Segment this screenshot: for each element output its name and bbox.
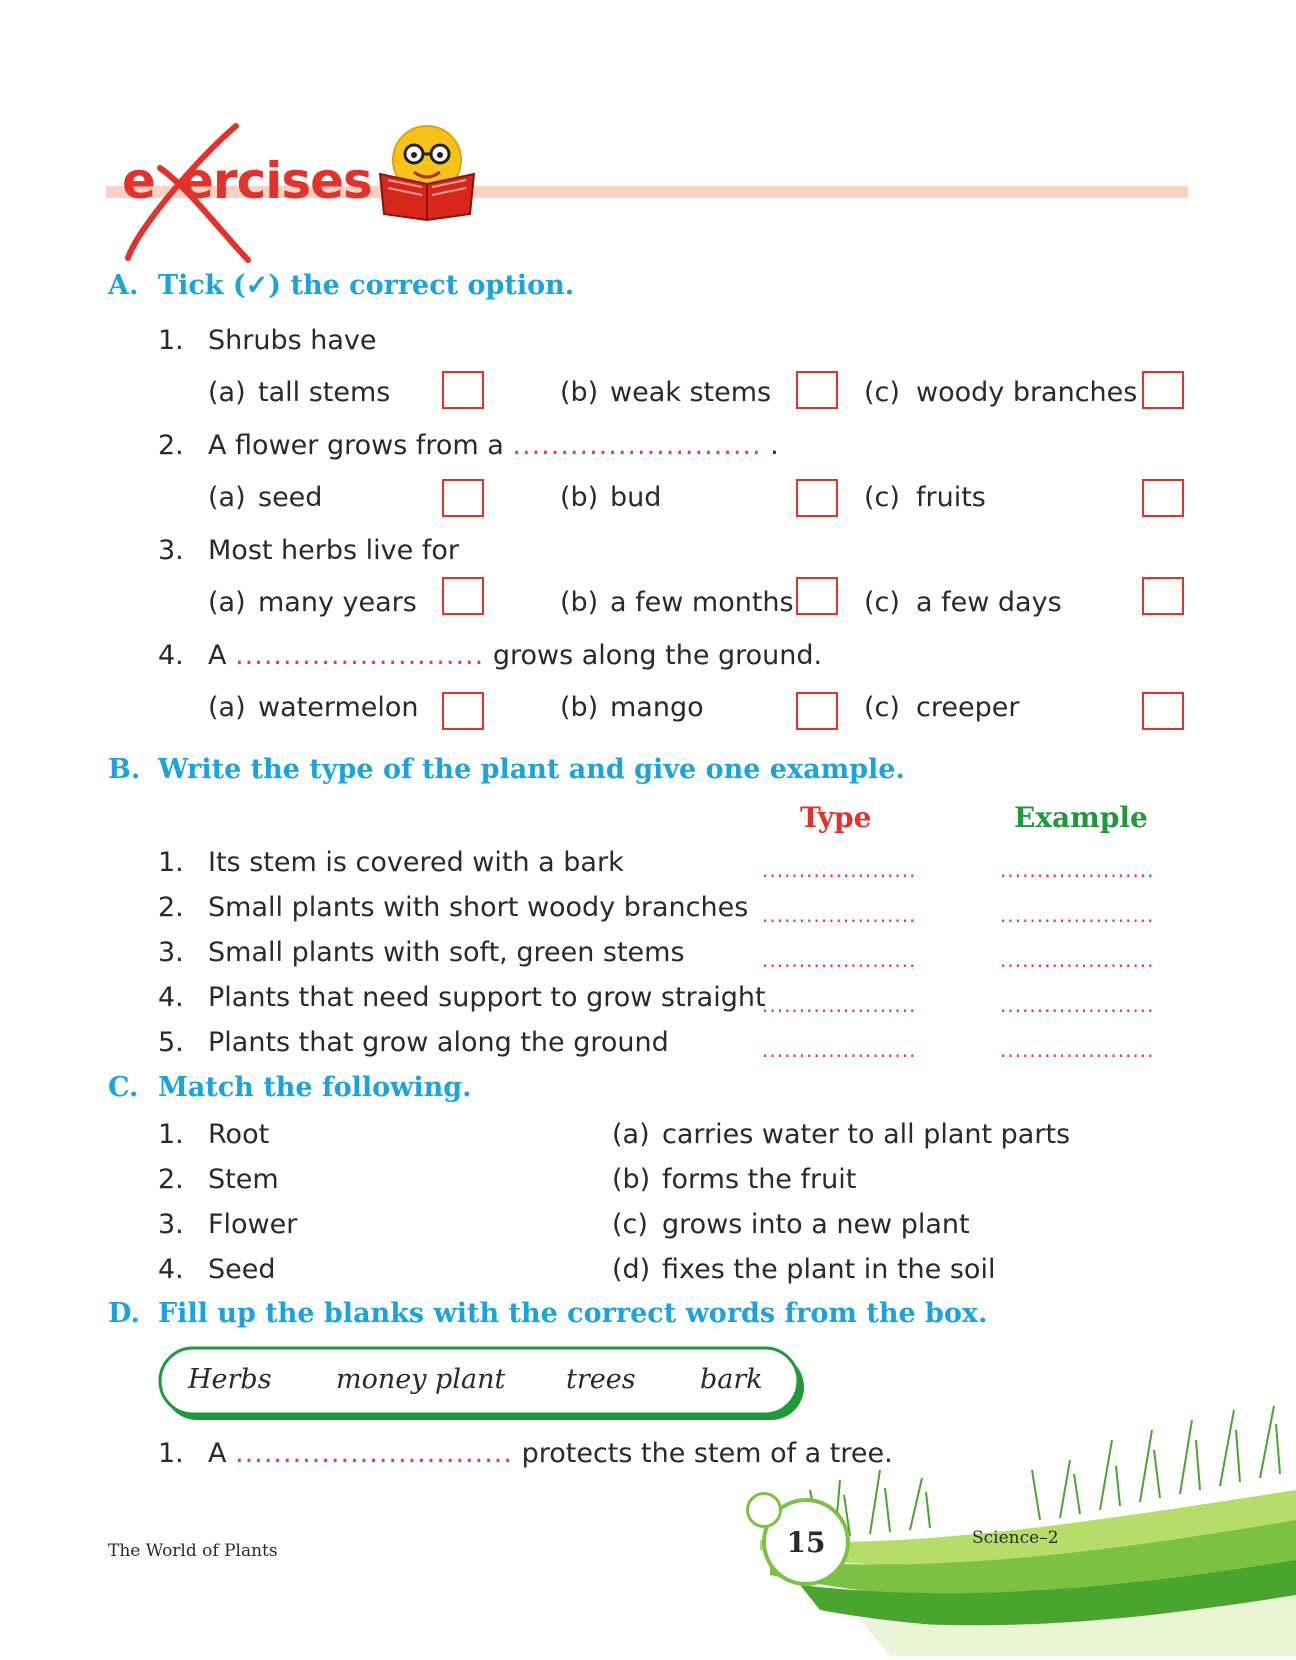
tick-box[interactable] — [442, 479, 484, 517]
row-text: Plants that need support to grow straight — [208, 982, 766, 1013]
row-text: Small plants with short woody branches — [208, 892, 749, 923]
option-label: (c) — [864, 377, 900, 408]
section-d-heading — [108, 1298, 987, 1329]
row-text: Small plants with soft, green stems — [208, 937, 685, 968]
tick-box[interactable] — [442, 692, 484, 730]
row-number: 3. — [158, 937, 184, 968]
question-text-before: A — [208, 1438, 227, 1469]
example-blank[interactable]: ..................... — [1000, 993, 1155, 1017]
question-number: 1. — [158, 325, 184, 356]
section-b-title: Write the type of the plant and give one example. — [158, 754, 905, 785]
box-word: bark — [700, 1364, 763, 1395]
section-a-heading — [108, 270, 574, 301]
option-text: tall stems — [258, 377, 391, 408]
match-right-label: (b) — [612, 1164, 651, 1195]
option-text: bud — [610, 482, 662, 513]
option-text: seed — [258, 482, 323, 513]
option-text: weak stems — [610, 377, 772, 408]
question-text — [208, 430, 779, 461]
match-right-item: fixes the plant in the soil — [662, 1254, 996, 1285]
option-text: fruits — [916, 482, 986, 513]
match-left-item: Root — [208, 1119, 270, 1150]
option-label: (a) — [208, 692, 246, 723]
option-label: (c) — [864, 692, 900, 723]
page-number: 15 — [786, 1526, 826, 1559]
section-a-letter: A. — [108, 270, 139, 301]
question-text-after: grows along the ground. — [492, 640, 823, 671]
option-label: (c) — [864, 587, 900, 618]
option-text: watermelon — [258, 692, 419, 723]
match-left-item: Stem — [208, 1164, 279, 1195]
reading-smiley-icon — [370, 122, 484, 222]
section-a-title: Tick (✓) the correct option. — [158, 270, 575, 301]
section-c-title: Match the following. — [158, 1072, 472, 1103]
type-blank[interactable]: ..................... — [762, 993, 917, 1017]
match-right-label: (a) — [612, 1119, 650, 1150]
match-right-item: carries water to all plant parts — [662, 1119, 1071, 1150]
type-blank[interactable]: ..................... — [762, 948, 917, 972]
option-label: (b) — [560, 482, 599, 513]
section-c-letter: C. — [108, 1072, 139, 1103]
option-text: mango — [610, 692, 704, 723]
type-blank[interactable]: ..................... — [762, 1038, 917, 1062]
type-blank[interactable]: ..................... — [762, 858, 917, 882]
question-text: Most herbs live for — [208, 535, 459, 566]
row-number: 2. — [158, 892, 184, 923]
option-label: (a) — [208, 377, 246, 408]
match-left-number: 2. — [158, 1164, 184, 1195]
tick-box[interactable] — [796, 577, 838, 615]
answer-blank[interactable]: ............................. — [235, 1438, 513, 1469]
row-text: Plants that grow along the ground — [208, 1027, 669, 1058]
tick-box[interactable] — [796, 371, 838, 409]
logo-letter-e: e — [122, 152, 156, 210]
row-text: Its stem is covered with a bark — [208, 847, 624, 878]
tick-box[interactable] — [442, 371, 484, 409]
question-text — [208, 640, 822, 671]
option-label: (b) — [560, 377, 599, 408]
option-label: (b) — [560, 587, 599, 618]
question-number: 1. — [158, 1438, 184, 1469]
example-blank[interactable]: ..................... — [1000, 948, 1155, 972]
match-left-number: 1. — [158, 1119, 184, 1150]
footer-book-title: Science–2 — [972, 1528, 1059, 1548]
box-word: trees — [566, 1364, 636, 1395]
question-text-before: A — [208, 640, 227, 671]
match-left-number: 4. — [158, 1254, 184, 1285]
word-box — [158, 1346, 810, 1426]
row-number: 4. — [158, 982, 184, 1013]
question-text-before: A flower grows from a — [208, 430, 504, 461]
match-left-item: Seed — [208, 1254, 276, 1285]
section-d-letter: D. — [108, 1298, 140, 1329]
example-blank[interactable]: ..................... — [1000, 903, 1155, 927]
row-number: 1. — [158, 847, 184, 878]
tick-box[interactable] — [796, 692, 838, 730]
question-number: 3. — [158, 535, 184, 566]
exercises-logo — [108, 118, 372, 268]
section-d-title: Fill up the blanks with the correct words from the box. — [158, 1298, 988, 1329]
example-blank[interactable]: ..................... — [1000, 858, 1155, 882]
option-text: woody branches — [916, 377, 1138, 408]
match-left-number: 3. — [158, 1209, 184, 1240]
option-text: a few months — [610, 587, 794, 618]
option-label: (c) — [864, 482, 900, 513]
question-text-after: protects the stem of a tree. — [521, 1438, 893, 1469]
option-text: creeper — [916, 692, 1020, 723]
footer-chapter-title: The World of Plants — [108, 1541, 278, 1561]
question-text: Shrubs have — [208, 325, 377, 356]
option-text: a few days — [916, 587, 1062, 618]
match-left-item: Flower — [208, 1209, 298, 1240]
row-number: 5. — [158, 1027, 184, 1058]
tick-box[interactable] — [1142, 577, 1184, 615]
tick-box[interactable] — [1142, 692, 1184, 730]
match-right-item: forms the fruit — [662, 1164, 857, 1195]
type-blank[interactable]: ..................... — [762, 903, 917, 927]
question-number: 4. — [158, 640, 184, 671]
option-label: (b) — [560, 692, 599, 723]
example-blank[interactable]: ..................... — [1000, 1038, 1155, 1062]
question-number: 2. — [158, 430, 184, 461]
box-word: Herbs — [188, 1364, 272, 1395]
column-header-type: Type — [800, 801, 872, 834]
option-text: many years — [258, 587, 417, 618]
logo-text-ercises: ercises — [180, 152, 372, 210]
match-right-label: (c) — [612, 1209, 648, 1240]
match-right-label: (d) — [612, 1254, 651, 1285]
option-label: (a) — [208, 482, 246, 513]
page-number-bubble — [746, 1492, 782, 1528]
tick-box[interactable] — [1142, 371, 1184, 409]
option-label: (a) — [208, 587, 246, 618]
section-c-heading — [108, 1072, 472, 1103]
column-header-example: Example — [1014, 801, 1148, 834]
section-b-heading — [108, 754, 905, 785]
answer-blank[interactable]: .......................... — [512, 430, 762, 461]
answer-blank[interactable]: .......................... — [235, 640, 485, 671]
tick-box[interactable] — [796, 479, 838, 517]
match-right-item: grows into a new plant — [662, 1209, 970, 1240]
box-word: money plant — [336, 1364, 506, 1395]
section-b-letter: B. — [108, 754, 141, 785]
tick-box[interactable] — [1142, 479, 1184, 517]
tick-box[interactable] — [442, 577, 484, 615]
question-text-after: . — [770, 430, 779, 461]
